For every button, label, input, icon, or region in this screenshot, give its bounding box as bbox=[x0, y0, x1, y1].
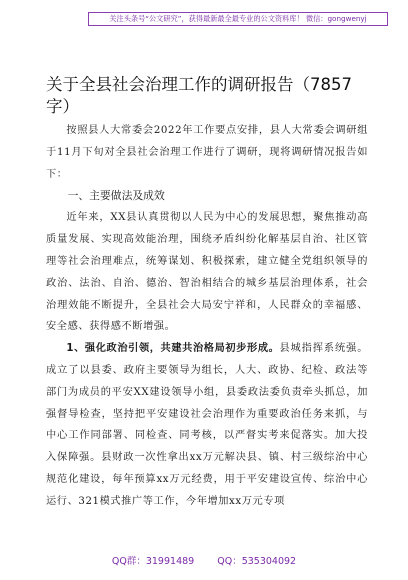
document-body bbox=[46, 120, 368, 513]
section-heading: 一、主要做法及成效 bbox=[67, 189, 165, 203]
qq-group: QQ群：31991489 bbox=[111, 556, 195, 567]
footer-contacts bbox=[0, 553, 408, 567]
section-paragraph: 近年来，XX县认真贯彻以人民为中心的发展思想，聚焦推动高质量发展、实现高效能治理，围绕矛盾纠纷化解基层自治、社区管理等社会治理难点，统筹谋划、积极探索，建立健全党组织领导的政治、法治、自治、德治、智治相结合的城乡基层治理体系，社会治理效能不断提升，全县社会大局安宁祥和，人民群众的幸福感、安全感、获得感不断增强。 bbox=[46, 212, 368, 333]
promo-banner: 关注头条号“公文研究”，获得最新最全最专业的公文资料库！ 微信：gongwenyj bbox=[88, 12, 388, 26]
point-lead: 1、强化政治引领，共建共治格局初步形成。 bbox=[66, 343, 280, 355]
point-paragraph bbox=[46, 338, 368, 512]
intro-paragraph: 按照县人大常委会2022年工作要点安排，县人大常委会调研组于11月下旬对全县社会治理工作进行了调研，现将调研情况报告如下： bbox=[46, 125, 368, 180]
qq-number: QQ：535304092 bbox=[217, 556, 297, 567]
point-body: 县城指挥系统强。成立了以县委、政府主要领导为组长，人大、政协、纪检、政法等部门为成员的平安XX建设领导小组，县委政法委负责牵头抓总，加强督导检查，坚持把平安建设社会治理作为重要政治任务来抓，与中心工作同部署、同检查、同考核，以严督实考来促落实。加大投入保障强。县财政一次性拿出xx万元解决县、镇、村三级综治中心规范化建设，每年预算xx万元经费，用于平安建设宣传、综治中心运行、321模式推广等工作，今年增加xx万元专项 bbox=[46, 343, 368, 507]
document-title: 关于全县社会治理工作的调研报告（7857字） bbox=[46, 75, 352, 116]
